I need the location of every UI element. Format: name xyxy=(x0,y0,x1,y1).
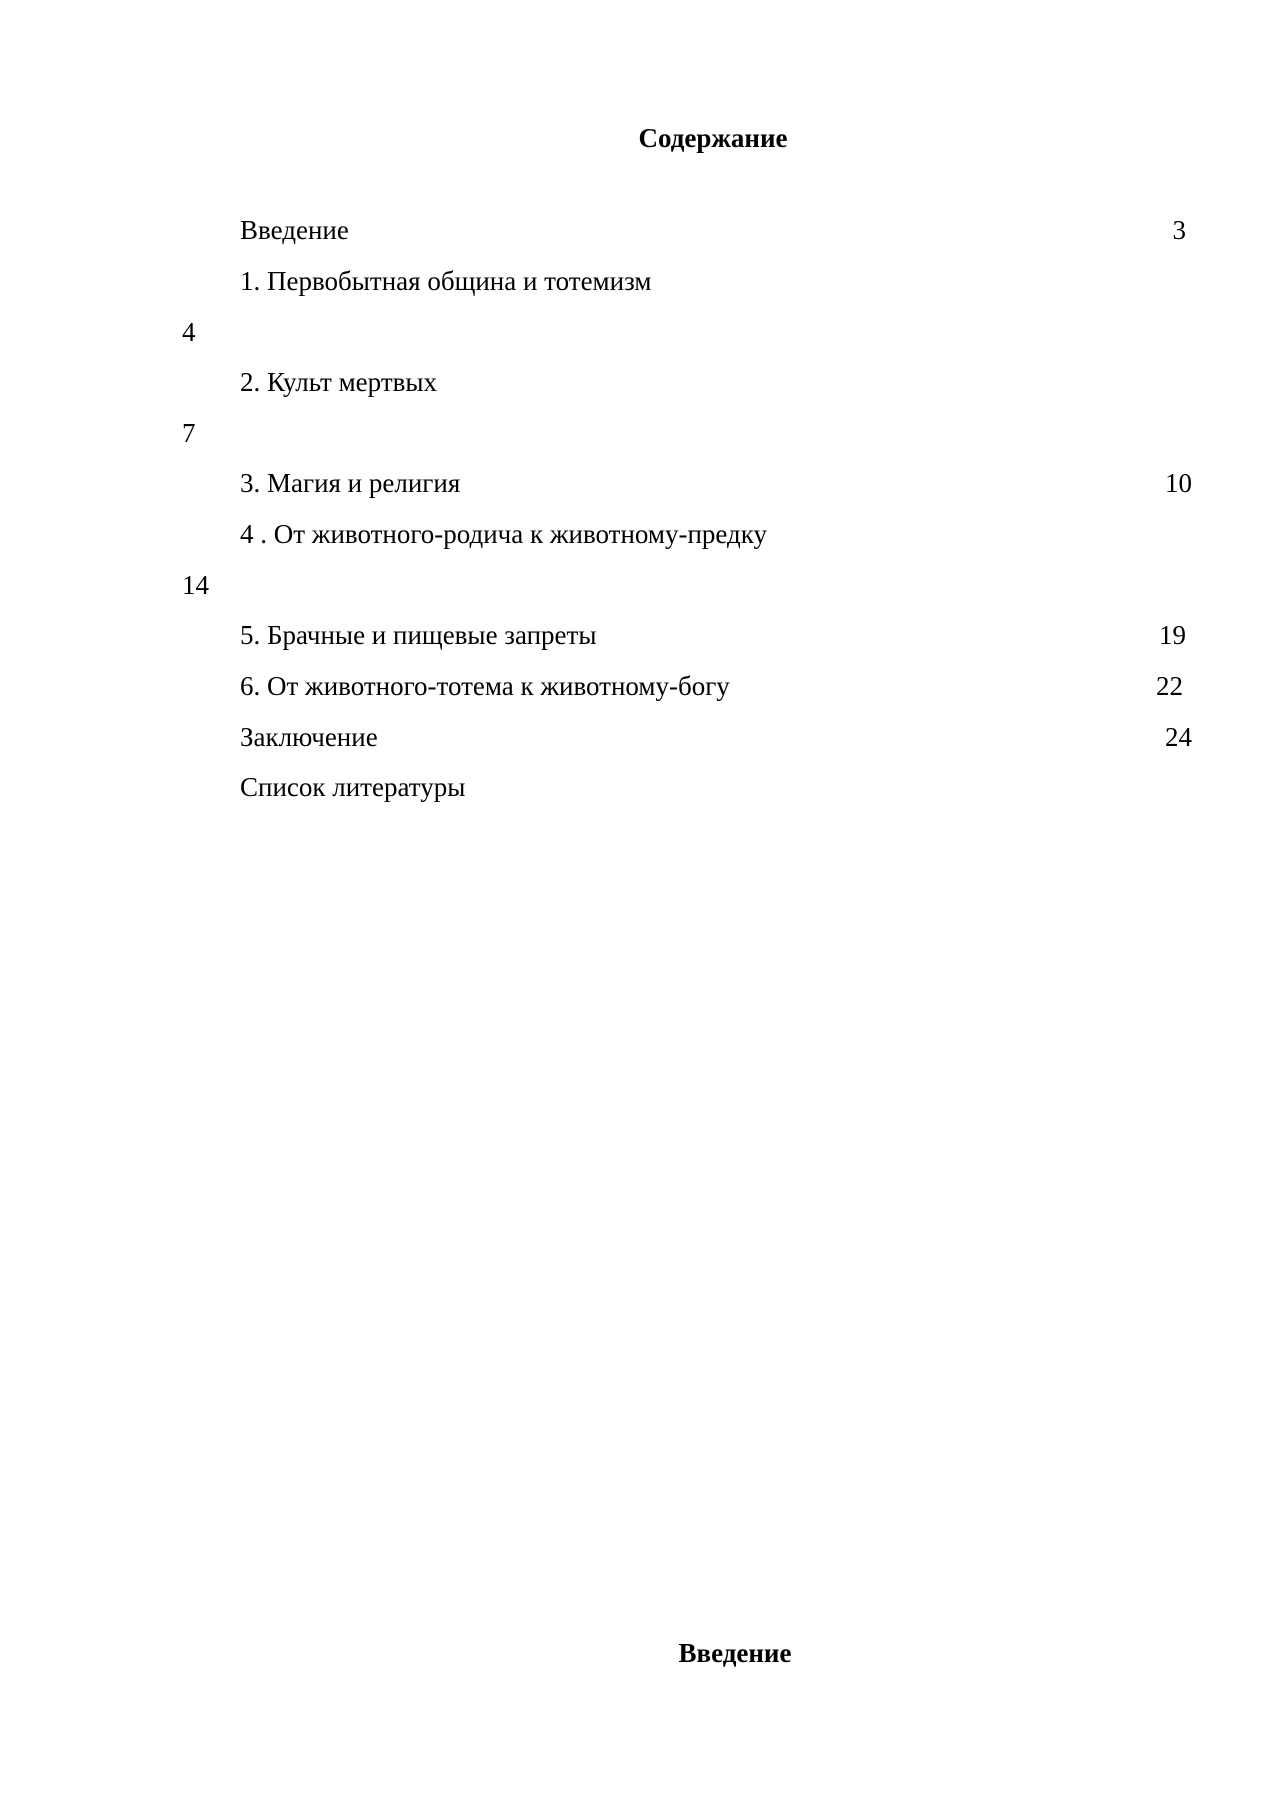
toc-entry-label: Список литературы xyxy=(240,772,466,802)
toc-entry-page: 19 xyxy=(1159,620,1186,650)
toc-title: Содержание xyxy=(638,123,788,153)
toc-entry-label: 1. Первобытная община и тотемизм xyxy=(240,266,652,296)
toc-entry-label: 4 . От животного-родича к животному-предку xyxy=(240,519,768,549)
toc-entry-label: 6. От животного-тотема к животному-богу xyxy=(240,671,730,701)
toc-entry-label: 2. Культ мертвых xyxy=(240,367,438,397)
toc-entry-page: 4 xyxy=(182,317,196,347)
toc-entry-label: 3. Магия и религия xyxy=(240,468,461,498)
toc-entry-page: 10 xyxy=(1165,468,1192,498)
toc-entry-label: Заключение xyxy=(240,722,378,752)
toc-entry-page: 14 xyxy=(182,570,209,600)
toc-entry-label: Введение xyxy=(240,215,349,245)
toc-entry-page: 22 xyxy=(1156,671,1183,701)
toc-entry-label: 5. Брачные и пищевые запреты xyxy=(240,620,597,650)
toc-entry-page: 24 xyxy=(1165,722,1192,752)
toc-entry-page: 7 xyxy=(182,418,196,448)
section-heading-introduction: Введение xyxy=(678,1638,792,1668)
toc-entry-page: 3 xyxy=(1172,215,1186,245)
